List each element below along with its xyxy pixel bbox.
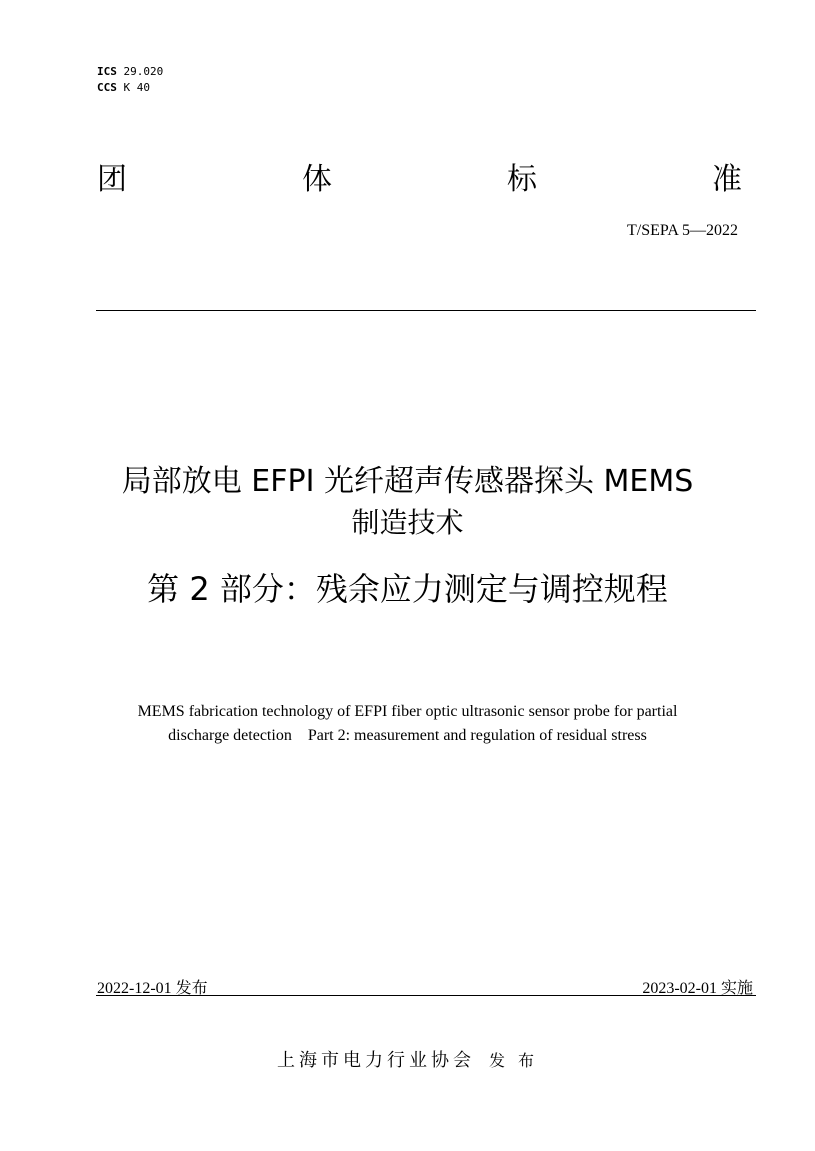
publisher <box>0 1046 815 1072</box>
publish-date: 2022-12-01 发布 <box>97 980 208 997</box>
standard-type-char: 团 <box>97 162 127 197</box>
english-title-line-2: discharge detection Part 2: measurement and regulation of residual stress <box>168 727 647 744</box>
ccs-line <box>97 80 163 96</box>
standard-number: T/SEPA 5—2022 <box>627 222 738 239</box>
ics-label: ICS <box>97 65 117 78</box>
header-divider <box>96 310 756 311</box>
effective-date: 2023-02-01 实施 <box>642 980 753 997</box>
publisher-suffix: 发 布 <box>488 1051 539 1070</box>
standard-type-char: 准 <box>712 162 742 197</box>
standard-type-heading <box>97 160 742 200</box>
ics-line <box>97 64 163 80</box>
classification-codes <box>97 64 163 96</box>
english-title <box>60 700 755 748</box>
title-line-3: 第 2 部分：残余应力测定与调控规程 <box>147 570 668 608</box>
publisher-name: 上海市电力行业协会 <box>276 1050 475 1071</box>
footer-divider <box>96 995 756 996</box>
standard-type-char: 标 <box>507 162 537 197</box>
ics-value: 29.020 <box>123 65 164 78</box>
title-line-2: 制造技术 <box>351 506 464 539</box>
ccs-label: CCS <box>97 81 117 94</box>
title-line-1: 局部放电 EFPI 光纤超声传感器探头 MEMS <box>121 464 694 499</box>
standard-type-char: 体 <box>302 162 332 197</box>
ccs-value: K 40 <box>123 81 150 94</box>
english-title-line-1: MEMS fabrication technology of EFPI fiber optic ultrasonic sensor probe for partial <box>137 703 678 720</box>
